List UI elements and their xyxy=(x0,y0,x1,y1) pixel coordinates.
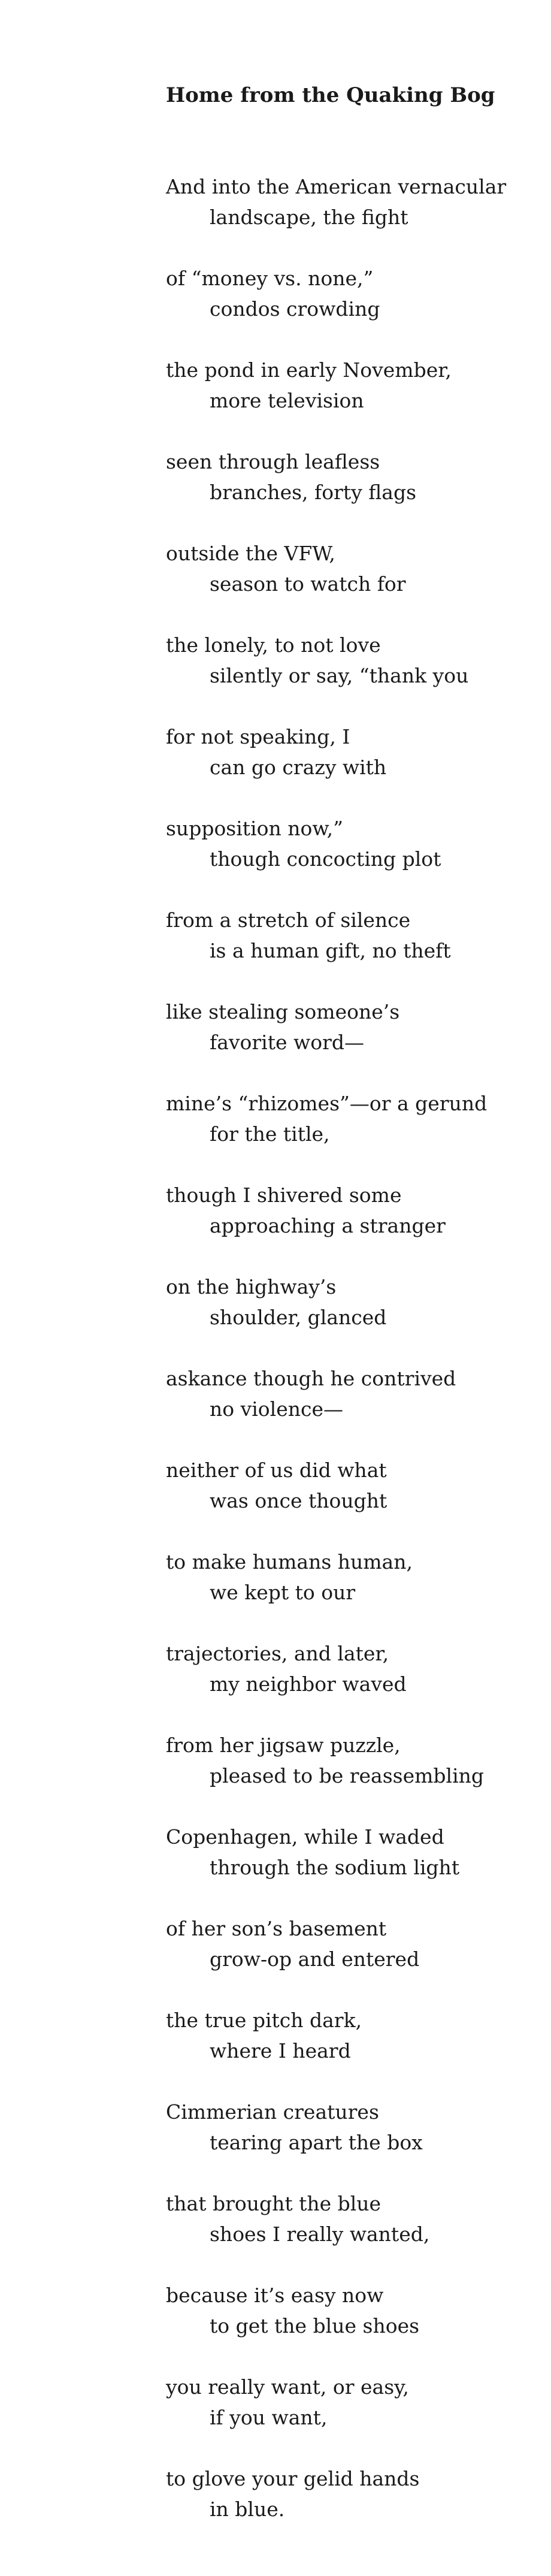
poem-line-indented: pleased to be reassembling xyxy=(210,1764,485,1787)
poem-line-indented: through the sodium light xyxy=(210,1856,460,1879)
poem-line: though I shivered some xyxy=(166,1183,402,1207)
poem-line-indented: if you want, xyxy=(210,2406,328,2429)
poem-line: outside the VFW, xyxy=(166,542,335,565)
poem-line-indented: my neighbor waved xyxy=(210,1672,407,1696)
poem-line: Cimmerian creatures xyxy=(166,2100,379,2124)
poem-line-indented: in blue. xyxy=(210,2498,285,2521)
poem-line-indented: where I heard xyxy=(210,2039,351,2062)
stanza xyxy=(166,1180,537,1272)
poem-line-indented: branches, forty flags xyxy=(210,481,417,504)
poem-line: And into the American vernacular xyxy=(166,175,507,198)
poem-line: of “money vs. none,” xyxy=(166,267,374,290)
poem-line-indented: is a human gift, no theft xyxy=(210,939,451,962)
stanza xyxy=(166,355,537,446)
poem-line-indented: no violence— xyxy=(210,1397,344,1421)
stanza xyxy=(166,1822,537,1913)
poem-line-indented: shoulder, glanced xyxy=(210,1306,387,1329)
poem-line-indented: more television xyxy=(210,389,364,412)
poem-line-indented: for the title, xyxy=(210,1122,330,1146)
stanza xyxy=(166,1638,537,1730)
poem-line: askance though he contrived xyxy=(166,1367,456,1390)
poem-line-indented: season to watch for xyxy=(210,572,406,596)
stanza xyxy=(166,2372,537,2463)
poem-line: because it’s easy now xyxy=(166,2284,384,2307)
stanza xyxy=(166,446,537,538)
stanza xyxy=(166,171,537,263)
poem-line-indented: landscape, the fight xyxy=(210,206,408,229)
stanza xyxy=(166,2005,537,2097)
poem-title: Home from the Quaking Bog xyxy=(166,83,495,107)
stanza xyxy=(166,1913,537,2005)
poem-line-indented: tearing apart the box xyxy=(210,2131,423,2154)
stanza xyxy=(166,721,537,813)
poem-line-indented: approaching a stranger xyxy=(210,1214,446,1237)
stanza xyxy=(166,1730,537,1822)
poem-line-indented: though concocting plot xyxy=(210,847,441,871)
poem-line-indented: silently or say, “thank you xyxy=(210,664,469,687)
poem-line: that brought the blue xyxy=(166,2192,382,2215)
stanza xyxy=(166,996,537,1088)
poem-line: of her son’s basement xyxy=(166,1917,387,1940)
stanza xyxy=(166,1272,537,1363)
poem-line-indented: favorite word— xyxy=(210,1031,365,1054)
stanza xyxy=(166,1455,537,1547)
poem-line: on the highway’s xyxy=(166,1275,337,1298)
stanza xyxy=(166,538,537,630)
poem-line-indented: to get the blue shoes xyxy=(210,2314,420,2338)
poem-line: trajectories, and later, xyxy=(166,1642,389,1665)
poem-line: mine’s “rhizomes”—or a gerund xyxy=(166,1092,488,1115)
stanza xyxy=(166,1547,537,1638)
stanza xyxy=(166,2463,537,2555)
stanza xyxy=(166,813,537,905)
poem-line: from her jigsaw puzzle, xyxy=(166,1734,401,1757)
poem-line: Copenhagen, while I waded xyxy=(166,1825,444,1849)
poem-line: for not speaking, I xyxy=(166,725,350,748)
poem-line: you really want, or easy, xyxy=(166,2375,409,2399)
poem-line-indented: was once thought xyxy=(210,1489,387,1512)
poem-line: seen through leafless xyxy=(166,450,380,473)
stanza xyxy=(166,630,537,721)
poem-line: the true pitch dark, xyxy=(166,2009,362,2032)
stanza xyxy=(166,2280,537,2372)
poem-line-indented: can go crazy with xyxy=(210,756,387,779)
poem-line-indented: condos crowding xyxy=(210,297,380,321)
poem-body xyxy=(166,171,537,2555)
poem-line-indented: grow-op and entered xyxy=(210,1947,420,1971)
poem-line-indented: shoes I really wanted, xyxy=(210,2222,430,2246)
stanza xyxy=(166,2188,537,2280)
stanza xyxy=(166,1088,537,1180)
stanza xyxy=(166,1363,537,1455)
poem-line: to glove your gelid hands xyxy=(166,2467,420,2490)
stanza xyxy=(166,263,537,355)
poem-line: the pond in early November, xyxy=(166,358,452,382)
poem-line: neither of us did what xyxy=(166,1458,387,1482)
poem-line: the lonely, to not love xyxy=(166,633,381,657)
poem-line-indented: we kept to our xyxy=(210,1581,356,1604)
stanza xyxy=(166,2097,537,2188)
poem-line: from a stretch of silence xyxy=(166,908,411,932)
poem-line: like stealing someone’s xyxy=(166,1000,400,1023)
poem-line: supposition now,” xyxy=(166,817,344,840)
poem-line: to make humans human, xyxy=(166,1550,413,1574)
stanza xyxy=(166,905,537,996)
